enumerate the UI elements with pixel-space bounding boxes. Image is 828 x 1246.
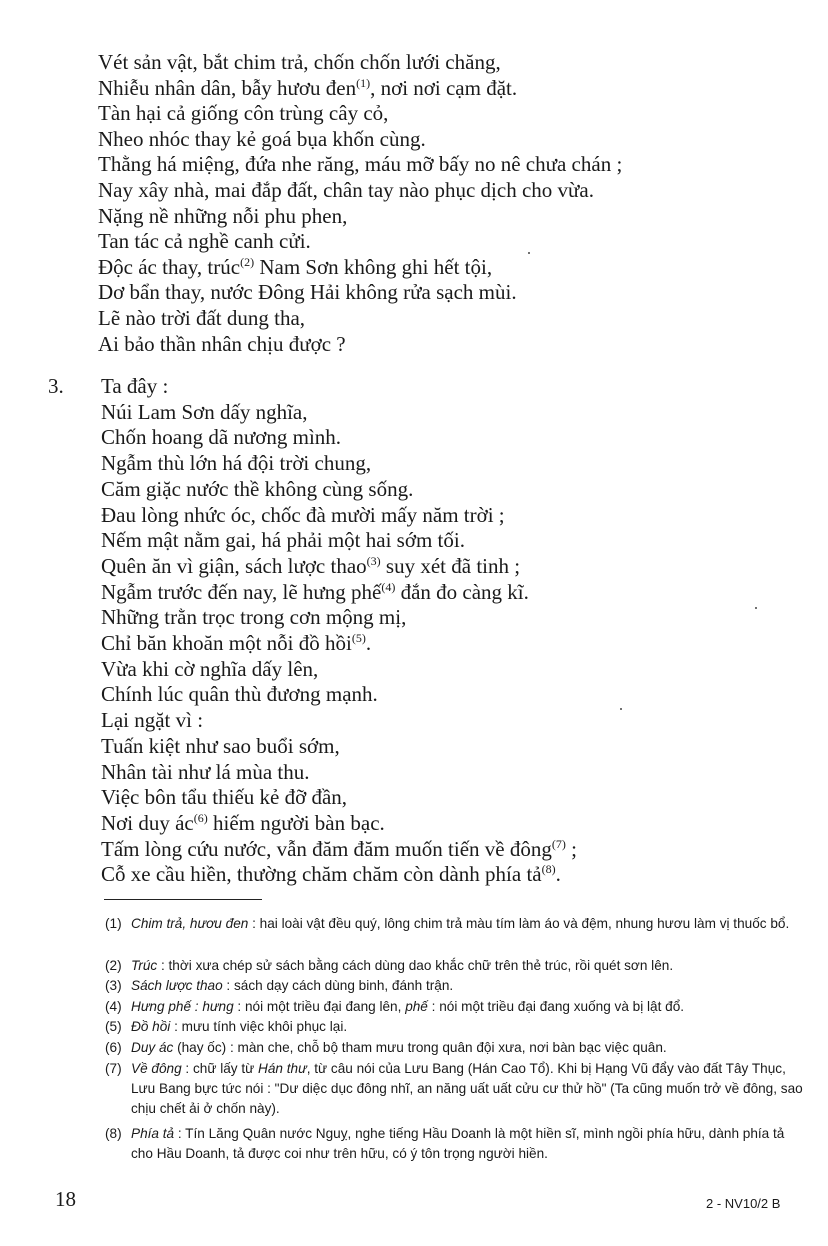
verse-line: Tàn hại cả giống côn trùng cây cỏ, [98,101,389,126]
section-number: 3. [48,374,64,398]
verse-line: Tấm lòng cứu nước, vẫn đăm đăm muốn tiến về đông$^{(7)}$ ; [101,836,577,861]
verse-line: Căm giặc nước thề không cùng sống. [101,476,414,501]
verse-line: Vét sản vật, bắt chim trả, chốn chốn lưới chăng, [98,50,501,74]
verse-line: Chính lúc quân thù đương mạnh. [101,682,378,707]
verse-line: Những trằn trọc trong cơn mộng mị, [101,605,407,630]
verse-line: Nặng nề những nỗi phu phen, [98,203,348,228]
footnote-ref: (5) [351,631,366,645]
verse-line: Cỗ xe cầu hiền, thường chăm chăm còn dành phía tả$^{(8)}$. [101,862,561,887]
scan-speck [620,708,622,710]
footnote-ref: (3) [366,553,381,568]
footnote-divider [104,899,262,900]
book-page: Vét sản vật, bắt chim trả, chốn chốn lưới chăng, Nhiễu nhân dân, bẫy hươu đen$^{(1)}$, nơi nơi cạm đặt. Tàn hại cả giống côn trùng cây cỏ, Nheo nhóc thay kẻ goá bụa khốn cùng. Thằng há miệng, đứa nhe răng, máu mỡ bấy no nê chưa chán ; Nay xây nhà, mai đắp đất, chân tay nào phục dịch cho vừa. Nặng nề những nỗi phu phen, Tan tác cả nghề canh cửi. Độc ác thay, trúc$^{(2)}$ Nam Sơn không ghi hết tội, Dơ bẩn thay, nước Đông Hải không rửa sạch mùi. Lẽ nào trời đất dung tha, Ai bảo thần nhân chịu được ? 3. Ta đây : Núi Lam Sơn dấy nghĩa, Chốn hoang dã nương mình. Ngẫm thù lớn há đội trời chung, Căm giặc nước thề không cùng sống. Đau lòng nhức óc, chốc đà mười mấy năm trời ; Nếm mật nằm gai, há phải một hai sớm tối. Quên ăn vì giận, sách lược thao$^{(3)}$ suy xét đã tinh ; Ngẫm trước đến nay, lẽ hưng phế$^{(4)}$ đắn đo càng kĩ. Những trằn trọc trong cơn mộng mị, Chỉ băn khoăn một nỗi đồ hồi$^{(5)}$. Vừa khi cờ nghĩa dấy lên, Chính lúc quân thù đương mạnh. Lại ngặt vì : Tuấn kiệt như sao buổi sớm, Nhân tài như lá mùa thu. Việc bôn tẩu thiếu kẻ đỡ đần, Nơi duy $ác^{(6)}$ hiếm người bàn bạc. Tấm lòng cứu nước, vẫn đăm đăm muốn tiến về đông$^{(7)}$ ; Cỗ xe cầu hiền, thường chăm chăm còn dành phía tả$^{(8)}$. (1) Chim trả, hươu đen : hai loài vật đều quý, lông chim trả màu tím làm áo và đệm, nhung hươu làm vị thuốc bổ. (2) Trúc : thời xưa chép sử sách bằng cách dùng dao khắc chữ trên thẻ trúc, rồi quét sơn lên. (3) Sách lược thao : sách dạy cách dùng binh, đánh trận. (4) Hưng phế : hưng : nói một triều đại đang lên, phế : nói một triều đại đang xuống và bị lật đổ. (5) Đồ hồi : mưu tính việc khôi phục lại. (6) Duy ác (hay ốc) : màn che, chỗ bộ tham mưu trong quân đội xưa, nơi bàn bạc việc quân. (7) Về đông : chữ lấy từ Hán thư, từ câu nói của Lưu Bang (Hán Cao Tổ). Khi bị Hạng Vũ đẩy vào đất Tây Thục, Lưu Bang bực tức nói : "Dư diệc dục đông nhĩ, an năng uất uất cửu cư thử hồ" (Ta cũng muốn trở về đông, sao chịu chết ải ở chốn này). (8) Phía tả : Tín Lăng Quân nước Nguỵ, nghe tiếng Hầu Doanh là một hiền sĩ, mình ngồi phía hữu, dành phía tả cho Hầu Doanh, tả được coi như trên hữu, có ý tôn trọng người hiền. 18 2 - NV10/2 B [48,50,803,1211]
footnote-ref: (8) [541,862,556,877]
footnote-ref: (1) [356,75,371,90]
footnote-ref: (2) [240,254,255,269]
verse-line: Nhiễu nhân dân, bẫy hươu đen$^{(1)}$, nơi nơi cạm đặt. [98,75,518,100]
page-code: 2 - NV10/2 B [706,1196,781,1211]
verse-line: Lẽ nào trời đất dung tha, [98,306,306,330]
verse-line: Quên ăn vì giận, sách lược thao$^{(3)}$ suy xét đã tinh ; [101,553,521,578]
verse-line: Nheo nhóc thay kẻ goá bụa khốn cùng. [98,126,426,151]
footnote-ref: (4) [381,579,396,594]
verse-line: Ta đây : [101,374,169,398]
verse-line: Vừa khi cờ nghĩa dấy lên, [101,656,319,681]
verse-line: Việc bôn tẩu thiếu kẻ đỡ đần, [101,785,348,810]
footnote-ref: (6) [193,810,208,825]
verse-line: Tuấn kiệt như sao buổi sớm, [101,733,340,758]
verse-line: Ai bảo thần nhân chịu được ? [98,331,346,356]
verse-line: Độc ác thay, trúc$^{(2)}$ Nam Sơn không ghi hết tội, [98,254,493,279]
verse-line: Nếm mật nằm gai, há phải một hai sớm tối. [101,528,465,553]
verse-line: Ngẫm trước đến nay, lẽ hưng phế$^{(4)}$ đắn đo càng kĩ. [101,579,529,604]
verse-line: Dơ bẩn thay, nước Đông Hải không rửa sạch mùi. [98,280,517,305]
scan-speck [755,607,757,609]
verse-line: Ngẫm thù lớn há đội trời chung, [101,451,372,476]
verse-line: Nơi duy $ác^{(6)}$ hiếm người bàn bạc. [101,810,385,835]
footnote-ref: (7) [551,836,566,851]
verse-line: Chốn hoang dã nương mình. [101,425,342,450]
verse-line: Thằng há miệng, đứa nhe răng, máu mỡ bấy no nê chưa chán ; [98,152,623,177]
page-number: 18 [55,1187,76,1211]
verse-line: Nay xây nhà, mai đắp đất, chân tay nào phục dịch cho vừa. [98,178,594,202]
verse-line: Nhân tài như lá mùa thu. [101,759,310,784]
verse-line: Chỉ băn khoăn một nỗi đồ hồi$^{(5)}$. [101,631,372,655]
scan-speck [528,252,530,254]
verse-line: Núi Lam Sơn dấy nghĩa, [101,399,308,424]
verse-line: Tan tác cả nghề canh cửi. [98,229,311,254]
verse-line: Đau lòng nhức óc, chốc đà mười mấy năm trời ; [101,502,505,527]
verse-line: Lại ngặt vì : [101,708,204,733]
